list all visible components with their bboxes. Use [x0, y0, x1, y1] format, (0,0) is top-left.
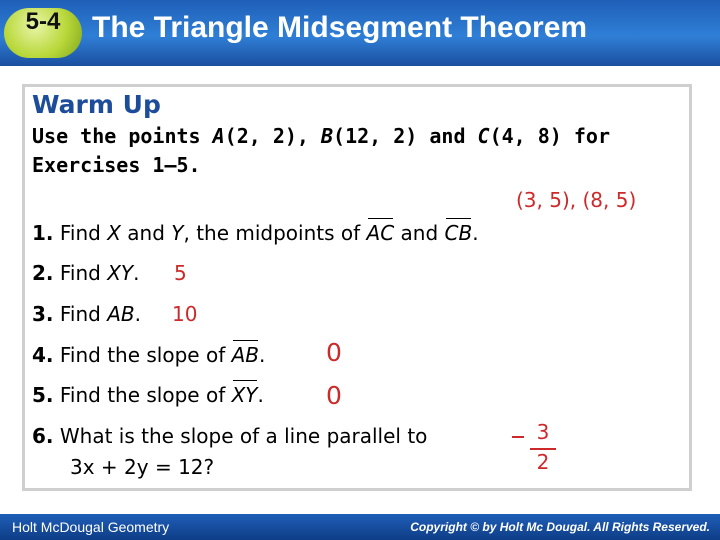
lesson-number: 5-4: [25, 8, 61, 35]
exercise-number: 5.: [32, 383, 54, 407]
fraction-denominator: 2: [536, 450, 550, 474]
footer-bar: [0, 514, 720, 540]
footer-copyright: Copyright © by Holt Mc Dougal. All Rights Reserved.: [410, 520, 710, 534]
exercise-3: [32, 302, 141, 326]
answer-6: [512, 420, 564, 478]
exercise-text: and: [120, 221, 172, 245]
point-a: A: [212, 124, 225, 148]
footer-course: Holt McDougal Geometry: [12, 519, 170, 535]
exercise-text: .: [133, 261, 140, 285]
exercise-4: [32, 343, 265, 367]
answer-3: 10: [172, 302, 198, 326]
exercise-text: Find the slope of: [53, 343, 232, 367]
answer-2: 5: [174, 261, 187, 285]
exercise-text: .: [134, 302, 141, 326]
exercise-text: Find: [53, 221, 108, 245]
exercise-number: 1.: [32, 221, 54, 245]
answer-5: 0: [326, 381, 342, 410]
point-c-coords: (4, 8) for: [489, 124, 611, 148]
answer-4: 0: [326, 338, 342, 367]
exercise-number: 4.: [32, 343, 54, 367]
segment-ab: AB: [107, 302, 135, 326]
exercise-number: 3.: [32, 302, 54, 326]
section-heading: Warm Up: [32, 90, 161, 119]
exercise-5: [32, 383, 264, 407]
exercise-text: Find the slope of: [53, 383, 232, 407]
point-b: B: [321, 124, 334, 148]
exercise-6-equation: 3x + 2y = 12?: [70, 455, 215, 479]
exercise-6: [32, 424, 427, 448]
exercise-1: [32, 221, 479, 245]
intro-text: [32, 122, 682, 180]
exercise-text: .: [472, 221, 479, 245]
exercise-text: Find: [53, 261, 108, 285]
exercise-2: [32, 261, 140, 285]
lesson-title: The Triangle Midsegment Theorem: [92, 11, 588, 44]
exercise-text: .: [257, 383, 264, 407]
segment-xy: XY: [231, 383, 258, 407]
segment-xy: XY: [107, 261, 134, 285]
intro-line2: Exercises 1–5.: [32, 153, 201, 177]
intro-phrase: Use the points: [32, 124, 213, 148]
exercise-text: , the midpoints of: [183, 221, 367, 245]
lesson-badge: [4, 8, 82, 58]
fraction-numerator: 3: [536, 420, 550, 444]
var-y: Y: [171, 221, 184, 245]
answer-1: (3, 5), (8, 5): [516, 188, 637, 212]
point-b-coords: (12, 2) and: [333, 124, 478, 148]
exercise-number: 6.: [32, 424, 54, 448]
exercise-text: Find: [53, 302, 108, 326]
exercise-text: .: [259, 343, 266, 367]
segment-cb: CB: [444, 221, 473, 245]
exercise-text: What is the slope of a line parallel to: [53, 424, 428, 448]
exercise-text: and: [394, 221, 445, 245]
title-bar: [0, 0, 720, 66]
segment-ac: AC: [366, 221, 395, 245]
exercise-number: 2.: [32, 261, 54, 285]
minus-sign: [512, 436, 524, 438]
point-a-coords: (2, 2),: [224, 124, 321, 148]
segment-ab: AB: [231, 343, 259, 367]
var-x: X: [107, 221, 121, 245]
point-c: C: [477, 124, 490, 148]
